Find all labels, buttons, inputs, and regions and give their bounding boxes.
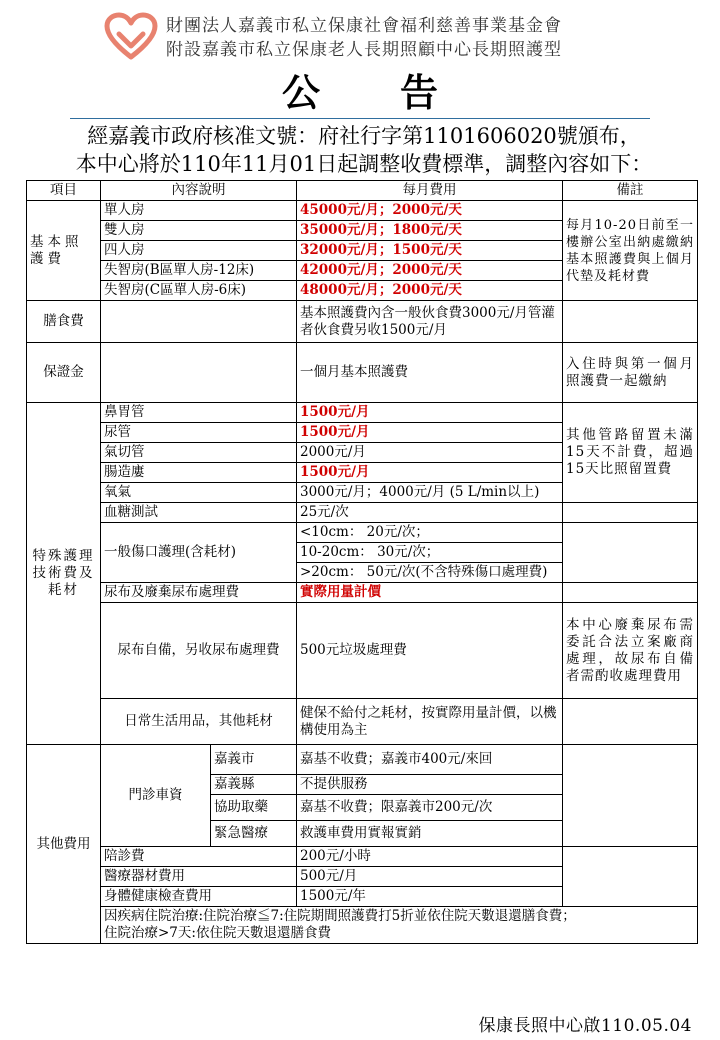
header-desc: 內容說明 xyxy=(101,181,297,201)
diaper-self-desc: 尿布自備，另收尿布處理費 xyxy=(101,603,297,699)
wound-desc: 一般傷口護理(含耗材) xyxy=(101,523,297,583)
table-row xyxy=(27,603,698,699)
diaper-self-note: 本中心廢棄尿布需委託合法立案廠商處理，故尿布自備者需酌收處理費用 xyxy=(563,603,698,699)
other-desc: 身體健康檢查費用 xyxy=(101,887,297,907)
other-fee: 200元/小時 xyxy=(297,847,563,867)
header-item: 項目 xyxy=(27,181,101,201)
daily-fee: 健保不給付之耗材，按實際用量計價，以機構使用為主 xyxy=(297,699,563,745)
special-fee: 2000元/月 xyxy=(297,443,563,463)
intro-text xyxy=(24,122,704,178)
diaper-fee: 實際用量計價 xyxy=(297,583,563,603)
basic-fee: 48000元/月；2000元/天 xyxy=(297,281,563,301)
table-row xyxy=(27,745,698,775)
special-fee: 1500元/月 xyxy=(297,463,563,483)
special-desc: 鼻胃管 xyxy=(101,403,297,423)
header-note: 備註 xyxy=(563,181,698,201)
clinic-fee: 嘉基不收費；限嘉義市200元/次 xyxy=(297,795,563,821)
table-row xyxy=(27,201,698,221)
clinic-desc: 緊急醫療 xyxy=(211,821,297,847)
deposit-desc xyxy=(101,343,297,403)
table-row xyxy=(27,403,698,423)
special-fee: 1500元/月 xyxy=(297,403,563,423)
diaper-note xyxy=(563,583,698,603)
basic-desc: 失智房(C區單人房-6床) xyxy=(101,281,297,301)
daily-desc: 日常生活用品，其他耗材 xyxy=(101,699,297,745)
basic-desc: 單人房 xyxy=(101,201,297,221)
other-fee: 500元/月 xyxy=(297,867,563,887)
special-fee: 1500元/月 xyxy=(297,423,563,443)
special-label: 特殊護理技術費及耗材 xyxy=(27,403,101,745)
glucose-desc: 血糖測試 xyxy=(101,503,297,523)
clinic-desc: 嘉義縣 xyxy=(211,775,297,795)
clinic-desc: 嘉義市 xyxy=(211,745,297,775)
title-divider xyxy=(70,118,650,119)
table-row xyxy=(27,503,698,523)
basic-fee: 35000元/月；1800元/天 xyxy=(297,221,563,241)
glucose-fee: 25元/次 xyxy=(297,503,563,523)
deposit-note: 入住時與第一個月照護費一起繳納 xyxy=(563,343,698,403)
daily-note xyxy=(563,699,698,745)
wound-fee-3: >20cm： 50元/次(不含特殊傷口處理費) xyxy=(297,563,563,583)
meal-note xyxy=(563,301,698,343)
clinic-desc: 協助取藥 xyxy=(211,795,297,821)
other-desc: 陪診費 xyxy=(101,847,297,867)
header xyxy=(0,0,720,70)
other-fee: 1500元/年 xyxy=(297,887,563,907)
heart-logo-icon xyxy=(104,12,158,60)
wound-fee-1: <10cm： 20元/次； xyxy=(297,523,563,543)
special-desc: 尿管 xyxy=(101,423,297,443)
diaper-self-fee: 500元垃圾處理費 xyxy=(297,603,563,699)
wound-fee-2: 10-20cm： 30元/次； xyxy=(297,543,563,563)
glucose-note xyxy=(563,503,698,523)
special-desc: 腸造廔 xyxy=(101,463,297,483)
table-row xyxy=(27,699,698,745)
special-fee: 3000元/月；4000元/月 (5 L/min以上) xyxy=(297,483,563,503)
footer-signature: 保康長照中心啟110.05.04 xyxy=(478,1016,692,1036)
header-fee: 每月費用 xyxy=(297,181,563,201)
other-desc: 醫療器材費用 xyxy=(101,867,297,887)
special-desc: 氣切管 xyxy=(101,443,297,463)
basic-label: 基本照護費 xyxy=(27,201,101,301)
basic-fee: 42000元/月；2000元/天 xyxy=(297,261,563,281)
other-note xyxy=(563,847,698,907)
basic-desc: 雙人房 xyxy=(101,221,297,241)
tube-note: 其他管路留置未滿15天不計費，超過15天比照留置費 xyxy=(563,403,698,503)
basic-desc: 失智房(B區單人房-12床) xyxy=(101,261,297,281)
table-row xyxy=(27,847,698,867)
meal-label: 膳食費 xyxy=(27,301,101,343)
clinic-fee: 救護車費用實報實銷 xyxy=(297,821,563,847)
table-row xyxy=(27,907,698,944)
clinic-label: 門診車資 xyxy=(101,745,211,847)
hospitalization-rule xyxy=(101,907,698,944)
fee-table xyxy=(26,180,698,944)
deposit-label: 保證金 xyxy=(27,343,101,403)
basic-desc: 四人房 xyxy=(101,241,297,261)
special-desc: 氧氣 xyxy=(101,483,297,503)
table-row xyxy=(27,523,698,543)
other-label: 其他費用 xyxy=(27,745,101,944)
diaper-desc: 尿布及廢棄尿布處理費 xyxy=(101,583,297,603)
table-row xyxy=(27,583,698,603)
basic-fee: 32000元/月；1500元/天 xyxy=(297,241,563,261)
table-row xyxy=(27,301,698,343)
hospitalization-line-2: 住院治療>7天:依住院天數退還膳食費 xyxy=(104,925,331,941)
organization-name xyxy=(166,14,562,62)
page-title: 公告 xyxy=(281,70,518,115)
wound-note xyxy=(563,523,698,583)
basic-note: 每月10-20日前至一樓辦公室出納處繳納基本照護費與上個月代墊及耗材費 xyxy=(563,201,698,301)
table-row xyxy=(27,343,698,403)
hospitalization-line-1: 因疾病住院治療:住院治療≦7:住院期間照護費打5折並依住院天數退還膳食費； xyxy=(104,908,576,924)
org-line-1: 財團法人嘉義市私立保康社會福利慈善事業基金會 xyxy=(166,16,562,36)
clinic-fee: 不提供服務 xyxy=(297,775,563,795)
deposit-fee: 一個月基本照護費 xyxy=(297,343,563,403)
clinic-fee: 嘉基不收費；嘉義市400元/來回 xyxy=(297,745,563,775)
org-line-2: 附設嘉義市私立保康老人長期照顧中心長期照護型 xyxy=(166,40,562,60)
clinic-note xyxy=(563,745,698,847)
intro-line-1: 經嘉義市政府核准文號：府社行字第1101606020號頒布， xyxy=(87,124,641,148)
meal-fee: 基本照護費內含一般伙食費3000元/月管灌者伙食費另收1500元/月 xyxy=(297,301,563,343)
basic-fee: 45000元/月；2000元/天 xyxy=(297,201,563,221)
meal-desc xyxy=(101,301,297,343)
table-header-row xyxy=(27,181,698,201)
intro-line-2: 本中心將於110年11月01日起調整收費標準，調整內容如下： xyxy=(75,152,653,176)
